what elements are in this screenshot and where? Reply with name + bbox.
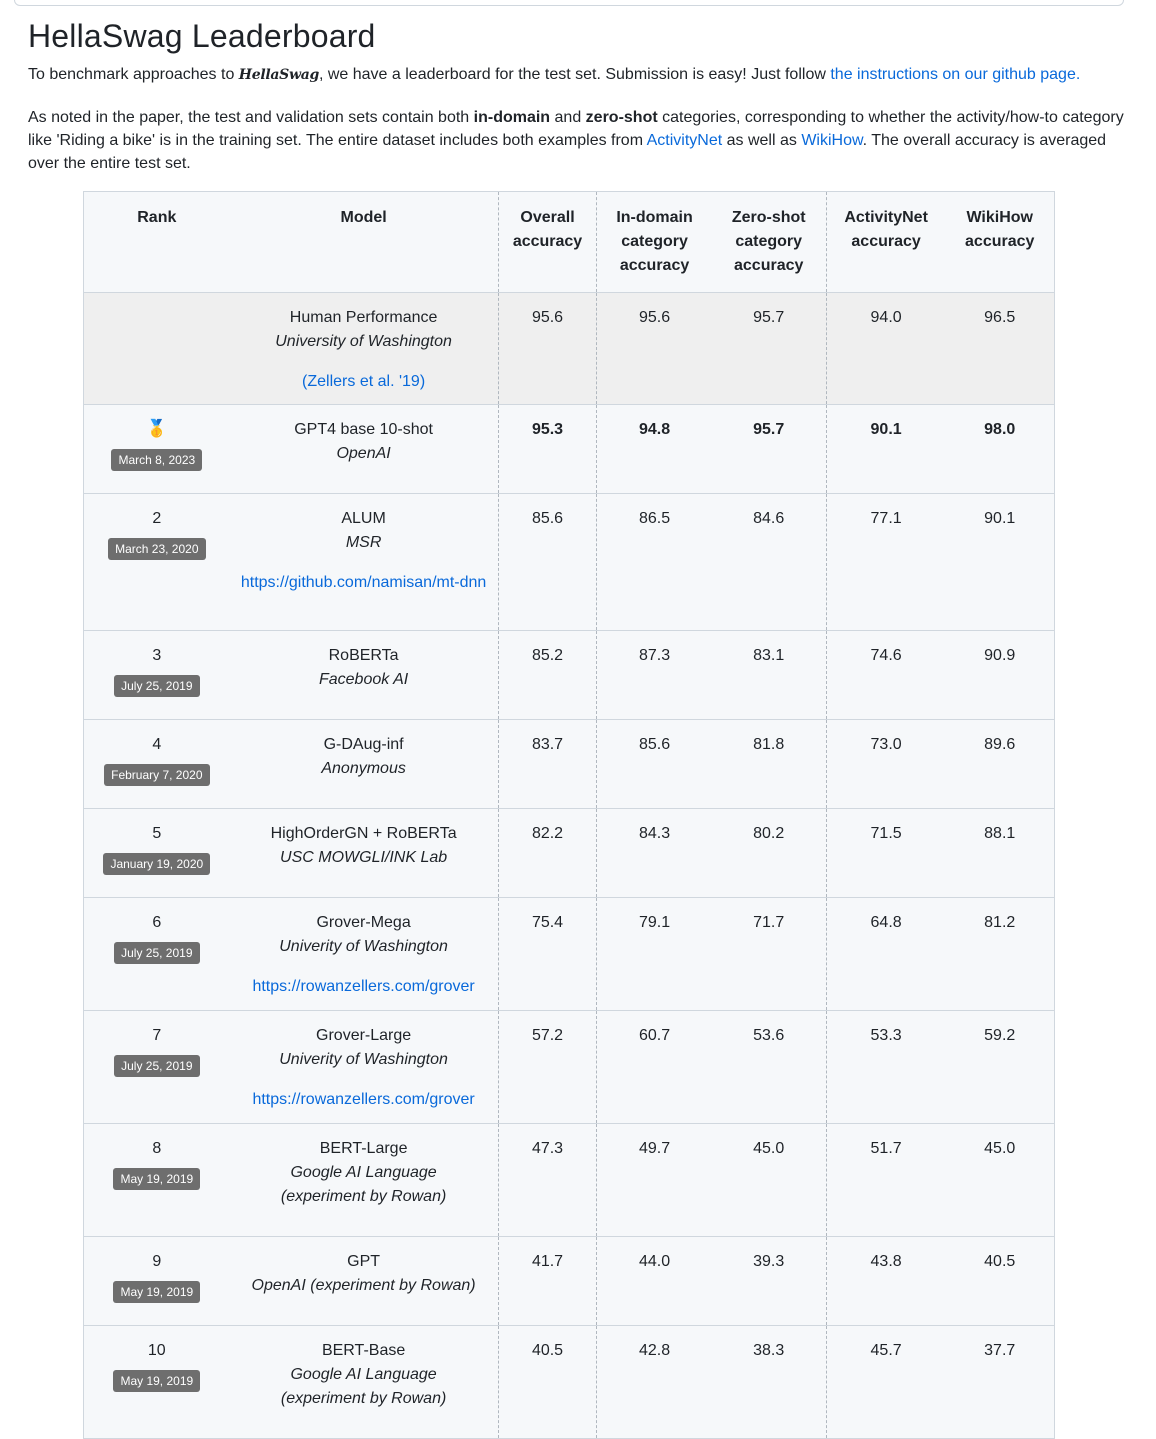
activitynet-link[interactable]: ActivityNet xyxy=(646,132,723,149)
intro-text-middle: , we have a leaderboard for the test set. Submission is easy! Just follow xyxy=(318,66,831,83)
indomain-cell: 86.5 xyxy=(597,494,712,631)
model-org: OpenAI (experiment by Rowan) xyxy=(251,1277,476,1294)
activitynet-cell: 77.1 xyxy=(826,494,945,631)
model-name: BERT-Large xyxy=(319,1140,408,1157)
note-text-4: as well as xyxy=(722,132,802,149)
rank-number: 2 xyxy=(152,510,162,527)
rank-cell xyxy=(84,405,230,494)
zeroshot-cell: 45.0 xyxy=(753,1140,785,1157)
model-name: Grover-Mega xyxy=(316,914,411,931)
rank-cell xyxy=(84,631,230,720)
model-name: RoBERTa xyxy=(328,647,399,664)
activitynet-cell: 74.6 xyxy=(826,631,945,720)
model-org: Facebook AI xyxy=(318,671,409,688)
activitynet-cell: 94.0 xyxy=(826,293,945,405)
activitynet-cell: 43.8 xyxy=(826,1237,945,1326)
date-badge: July 25, 2019 xyxy=(114,1055,199,1077)
rank-number: 7 xyxy=(152,1027,162,1044)
header-activitynet: ActivityNet accuracy xyxy=(826,192,945,293)
table-row xyxy=(84,1011,1055,1124)
header-model: Model xyxy=(230,192,498,293)
zeroshot-cell: 53.6 xyxy=(753,1027,785,1044)
model-org-note: (experiment by Rowan) xyxy=(280,1188,447,1205)
wikihow-cell: 96.5 xyxy=(984,309,1016,326)
rank-cell xyxy=(84,720,230,809)
table-row xyxy=(84,809,1055,898)
rank-cell xyxy=(84,1011,230,1124)
zeroshot-cell: 95.7 xyxy=(753,421,785,438)
wikihow-cell: 37.7 xyxy=(984,1342,1016,1359)
table-row xyxy=(84,720,1055,809)
overall-cell: 41.7 xyxy=(498,1237,597,1326)
wikihow-cell: 81.2 xyxy=(984,914,1016,931)
intro-text-start: To benchmark approaches to xyxy=(28,66,239,83)
model-cell xyxy=(230,1326,498,1439)
model-name: ALUM xyxy=(341,510,386,527)
model-org: Anonymous xyxy=(321,760,406,777)
model-cell xyxy=(230,720,498,809)
model-cell xyxy=(230,631,498,720)
zeroshot-cell: 39.3 xyxy=(753,1253,785,1270)
model-org: University of Washington xyxy=(275,333,452,350)
activitynet-cell: 53.3 xyxy=(826,1011,945,1124)
note-text-3: categories, corresponding to whether the activity/how-to category like 'Riding a bike' is in the training set. The entire dataset includes both examples from xyxy=(28,109,1124,149)
indomain-cell: 79.1 xyxy=(597,898,712,1011)
wikihow-cell: 90.9 xyxy=(984,647,1016,664)
model-cell xyxy=(230,1011,498,1124)
zeroshot-cell: 81.8 xyxy=(753,736,785,753)
zeroshot-cell: 80.2 xyxy=(753,825,785,842)
overall-cell: 82.2 xyxy=(498,809,597,898)
overall-cell: 95.3 xyxy=(498,405,597,494)
model-link[interactable]: https://rowanzellers.com/grover xyxy=(252,1091,475,1108)
date-badge: May 19, 2019 xyxy=(113,1168,200,1190)
overall-cell: 83.7 xyxy=(498,720,597,809)
header-overall: Overall accuracy xyxy=(498,192,597,293)
note-bold-indomain: in-domain xyxy=(473,109,551,126)
overall-cell: 40.5 xyxy=(498,1326,597,1439)
rank-cell xyxy=(84,494,230,631)
wikihow-cell: 40.5 xyxy=(984,1253,1016,1270)
activitynet-cell: 45.7 xyxy=(826,1326,945,1439)
model-org: Univerity of Washington xyxy=(279,1051,448,1068)
model-cell xyxy=(230,494,498,631)
note-paragraph xyxy=(28,106,1124,175)
note-text-1: As noted in the paper, the test and validation sets contain both xyxy=(28,109,474,126)
date-badge: February 7, 2020 xyxy=(104,764,209,786)
overall-cell: 95.6 xyxy=(498,293,597,405)
indomain-cell: 42.8 xyxy=(597,1326,712,1439)
table-row xyxy=(84,405,1055,494)
note-text-2: and xyxy=(550,109,586,126)
model-name: GPT xyxy=(347,1253,381,1270)
wikihow-cell: 90.1 xyxy=(984,510,1016,527)
rank-cell xyxy=(84,1326,230,1439)
leaderboard-table xyxy=(83,191,1055,1439)
github-instructions-link[interactable]: the instructions on our github page. xyxy=(830,66,1081,83)
model-cell xyxy=(230,293,498,405)
hellaswag-logo-text: HellaSwag xyxy=(238,67,319,83)
table-header-row xyxy=(84,192,1055,293)
model-name: GPT4 base 10-shot xyxy=(294,421,433,438)
paper-link[interactable]: (Zellers et al. '19) xyxy=(302,373,426,390)
activitynet-cell: 73.0 xyxy=(826,720,945,809)
model-org: Google AI Language xyxy=(290,1366,437,1383)
rank-number: 9 xyxy=(152,1253,162,1270)
model-cell xyxy=(230,809,498,898)
date-badge: March 8, 2023 xyxy=(111,449,202,471)
model-name: Human Performance xyxy=(289,309,438,326)
wikihow-cell: 88.1 xyxy=(984,825,1016,842)
indomain-cell: 84.3 xyxy=(597,809,712,898)
indomain-cell: 95.6 xyxy=(597,293,712,405)
model-org: MSR xyxy=(345,534,382,551)
wikihow-cell: 45.0 xyxy=(984,1140,1016,1157)
page-title: HellaSwag Leaderboard xyxy=(28,18,376,54)
overall-cell: 47.3 xyxy=(498,1124,597,1237)
model-org: USC MOWGLI/INK Lab xyxy=(280,849,448,866)
model-org-note: (experiment by Rowan) xyxy=(280,1390,447,1407)
rank-number: 10 xyxy=(147,1342,166,1359)
gold-medal-icon: 🥇 xyxy=(146,419,168,438)
table-row xyxy=(84,898,1055,1011)
rank-number: 6 xyxy=(152,914,162,931)
model-cell xyxy=(230,405,498,494)
zeroshot-cell: 84.6 xyxy=(753,510,785,527)
table-row xyxy=(84,494,1055,631)
intro-paragraph xyxy=(28,63,1124,87)
model-cell xyxy=(230,1237,498,1326)
model-name: HighOrderGN + RoBERTa xyxy=(270,825,457,842)
activitynet-cell: 71.5 xyxy=(826,809,945,898)
rank-cell xyxy=(84,1124,230,1237)
indomain-cell: 49.7 xyxy=(597,1124,712,1237)
rank-cell xyxy=(84,898,230,1011)
header-zeroshot: Zero-shot category accuracy xyxy=(712,192,827,293)
wikihow-cell: 98.0 xyxy=(984,421,1016,438)
zeroshot-cell: 71.7 xyxy=(753,914,785,931)
header-rank: Rank xyxy=(84,192,230,293)
indomain-cell: 85.6 xyxy=(597,720,712,809)
indomain-cell: 60.7 xyxy=(597,1011,712,1124)
rank-number: 3 xyxy=(152,647,162,664)
activitynet-cell: 90.1 xyxy=(826,405,945,494)
table-row xyxy=(84,1237,1055,1326)
rank-cell xyxy=(84,293,230,405)
table-row xyxy=(84,631,1055,720)
date-badge: May 19, 2019 xyxy=(113,1370,200,1392)
rank-cell xyxy=(84,809,230,898)
indomain-cell: 87.3 xyxy=(597,631,712,720)
table-row xyxy=(84,1326,1055,1439)
table-row-human xyxy=(84,293,1055,405)
wikihow-link[interactable]: WikiHow xyxy=(801,132,863,149)
rank-number: 8 xyxy=(152,1140,162,1157)
note-text-5: . The overall accuracy is averaged over the entire test set. xyxy=(28,132,1107,172)
header-indomain: In-domain category accuracy xyxy=(597,192,712,293)
model-org: Univerity of Washington xyxy=(279,938,448,955)
indomain-cell: 94.8 xyxy=(597,405,712,494)
activitynet-cell: 64.8 xyxy=(826,898,945,1011)
overall-cell: 85.2 xyxy=(498,631,597,720)
rank-number: 4 xyxy=(152,736,162,753)
wikihow-cell: 59.2 xyxy=(984,1027,1016,1044)
page-content xyxy=(28,18,1124,175)
model-cell xyxy=(230,1124,498,1237)
zeroshot-cell: 83.1 xyxy=(753,647,785,664)
overall-cell: 75.4 xyxy=(498,898,597,1011)
header-wikihow: WikiHow accuracy xyxy=(945,192,1054,293)
date-badge: July 25, 2019 xyxy=(114,942,199,964)
top-card-edge xyxy=(14,0,1124,6)
activitynet-cell: 51.7 xyxy=(826,1124,945,1237)
model-cell xyxy=(230,898,498,1011)
wikihow-cell: 89.6 xyxy=(984,736,1016,753)
model-name: Grover-Large xyxy=(316,1027,412,1044)
date-badge: July 25, 2019 xyxy=(114,675,199,697)
model-name: G-DAug-inf xyxy=(323,736,404,753)
date-badge: May 19, 2019 xyxy=(113,1281,200,1303)
model-org: OpenAI xyxy=(336,445,391,462)
model-org: Google AI Language xyxy=(290,1164,437,1181)
note-bold-zeroshot: zero-shot xyxy=(585,109,658,126)
table-row xyxy=(84,1124,1055,1237)
rank-cell xyxy=(84,1237,230,1326)
indomain-cell: 44.0 xyxy=(597,1237,712,1326)
overall-cell: 57.2 xyxy=(498,1011,597,1124)
overall-cell: 85.6 xyxy=(498,494,597,631)
zeroshot-cell: 95.7 xyxy=(753,309,785,326)
date-badge: March 23, 2020 xyxy=(108,538,205,560)
rank-number: 5 xyxy=(152,825,162,842)
date-badge: January 19, 2020 xyxy=(103,853,210,875)
zeroshot-cell: 38.3 xyxy=(753,1342,785,1359)
model-name: BERT-Base xyxy=(321,1342,406,1359)
model-link[interactable]: https://rowanzellers.com/grover xyxy=(252,978,475,995)
model-link[interactable]: https://github.com/namisan/mt-dnn xyxy=(240,574,487,591)
